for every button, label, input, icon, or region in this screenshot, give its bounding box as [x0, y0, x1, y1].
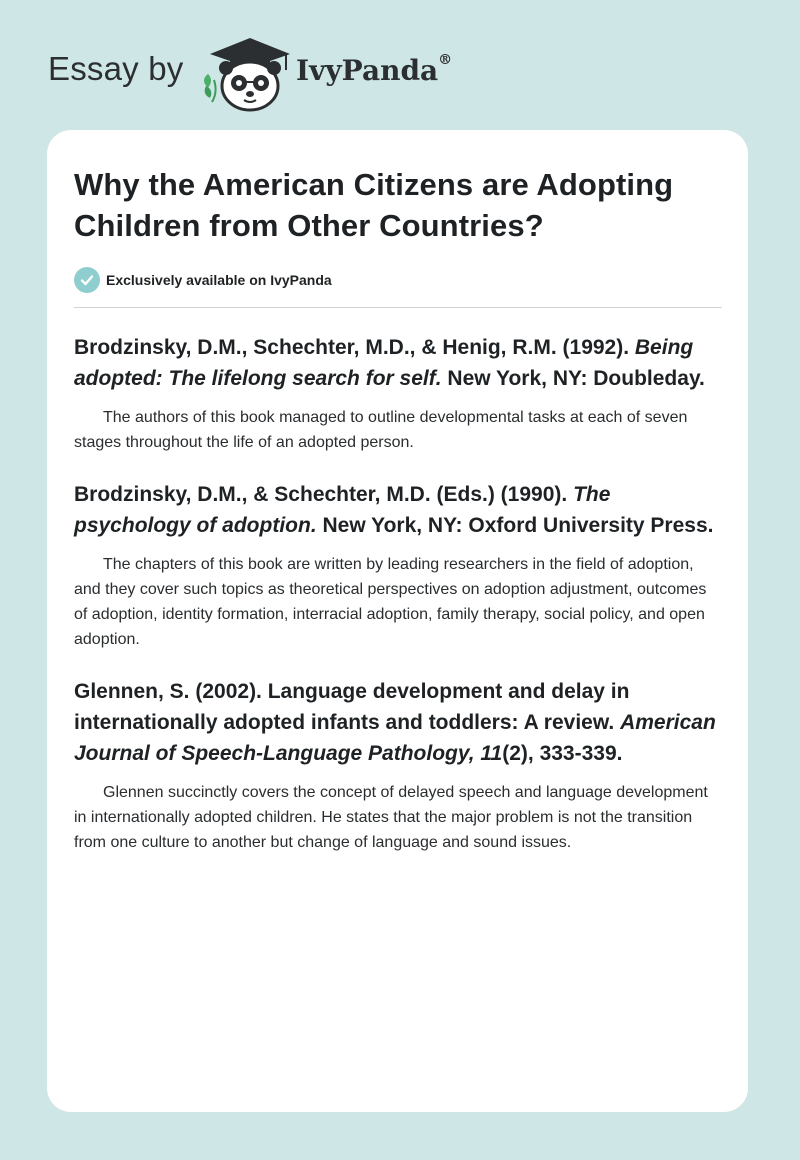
reference-entry [74, 479, 722, 652]
reference-citation [74, 676, 722, 769]
citation-text: Brodzinsky, D.M., Schechter, M.D., & Henig, R.M. (1992). [74, 336, 635, 359]
citation-publisher: New York, NY: Oxford University Press. [316, 514, 714, 537]
check-icon [74, 267, 100, 293]
citation-title: The psychology of adoption. [74, 483, 611, 537]
reference-entry [74, 676, 722, 855]
page-title: Why the American Citizens are Adopting Children from Other Countries? [74, 167, 674, 243]
reference-citation [74, 479, 722, 541]
divider [74, 307, 722, 308]
essay-by-label: Essay by [48, 50, 184, 87]
reference-description: The authors of this book managed to outline developmental tasks at each of seven stages throughout the life of an adopted person. [74, 409, 688, 451]
reference-citation [74, 332, 722, 394]
citation-text: Glennen, S. (2002). Language development and delay in internationally adopted infants and toddlers: A review. [74, 680, 630, 734]
panda-icon [200, 36, 300, 112]
citation-title: Being adopted: The lifelong search for self. [74, 336, 694, 390]
reference-description: The chapters of this book are written by leading researchers in the field of adoption, and they cover such topics as theoretical perspectives on adoption adjustment, outcomes of adoption, identity formation, interracial adoption, family therapy, social policy, and open adoption. [74, 556, 707, 648]
citation-text: Brodzinsky, D.M., & Schechter, M.D. (Eds.) (1990). [74, 483, 574, 506]
site-header [48, 36, 748, 116]
citation-title: American Journal of Speech-Language Pathology, 11 [74, 711, 716, 765]
ivypanda-logo[interactable] [200, 36, 300, 112]
citation-publisher: (2), 333-339. [502, 742, 623, 765]
reference-entry [74, 332, 722, 455]
brand-text: IvyPanda [296, 54, 439, 87]
trademark-symbol: ® [438, 51, 453, 68]
essay-card [47, 130, 748, 1112]
exclusive-badge [74, 266, 722, 294]
reference-description: Glennen succinctly covers the concept of delayed speech and language development in internationally adopted children. He states that the major problem is not the transition from one culture to another but change of language and sound issues. [74, 784, 708, 851]
citation-publisher: New York, NY: Doubleday. [441, 367, 705, 390]
badge-label: Exclusively available on IvyPanda [106, 272, 332, 288]
brand-name [296, 51, 453, 87]
